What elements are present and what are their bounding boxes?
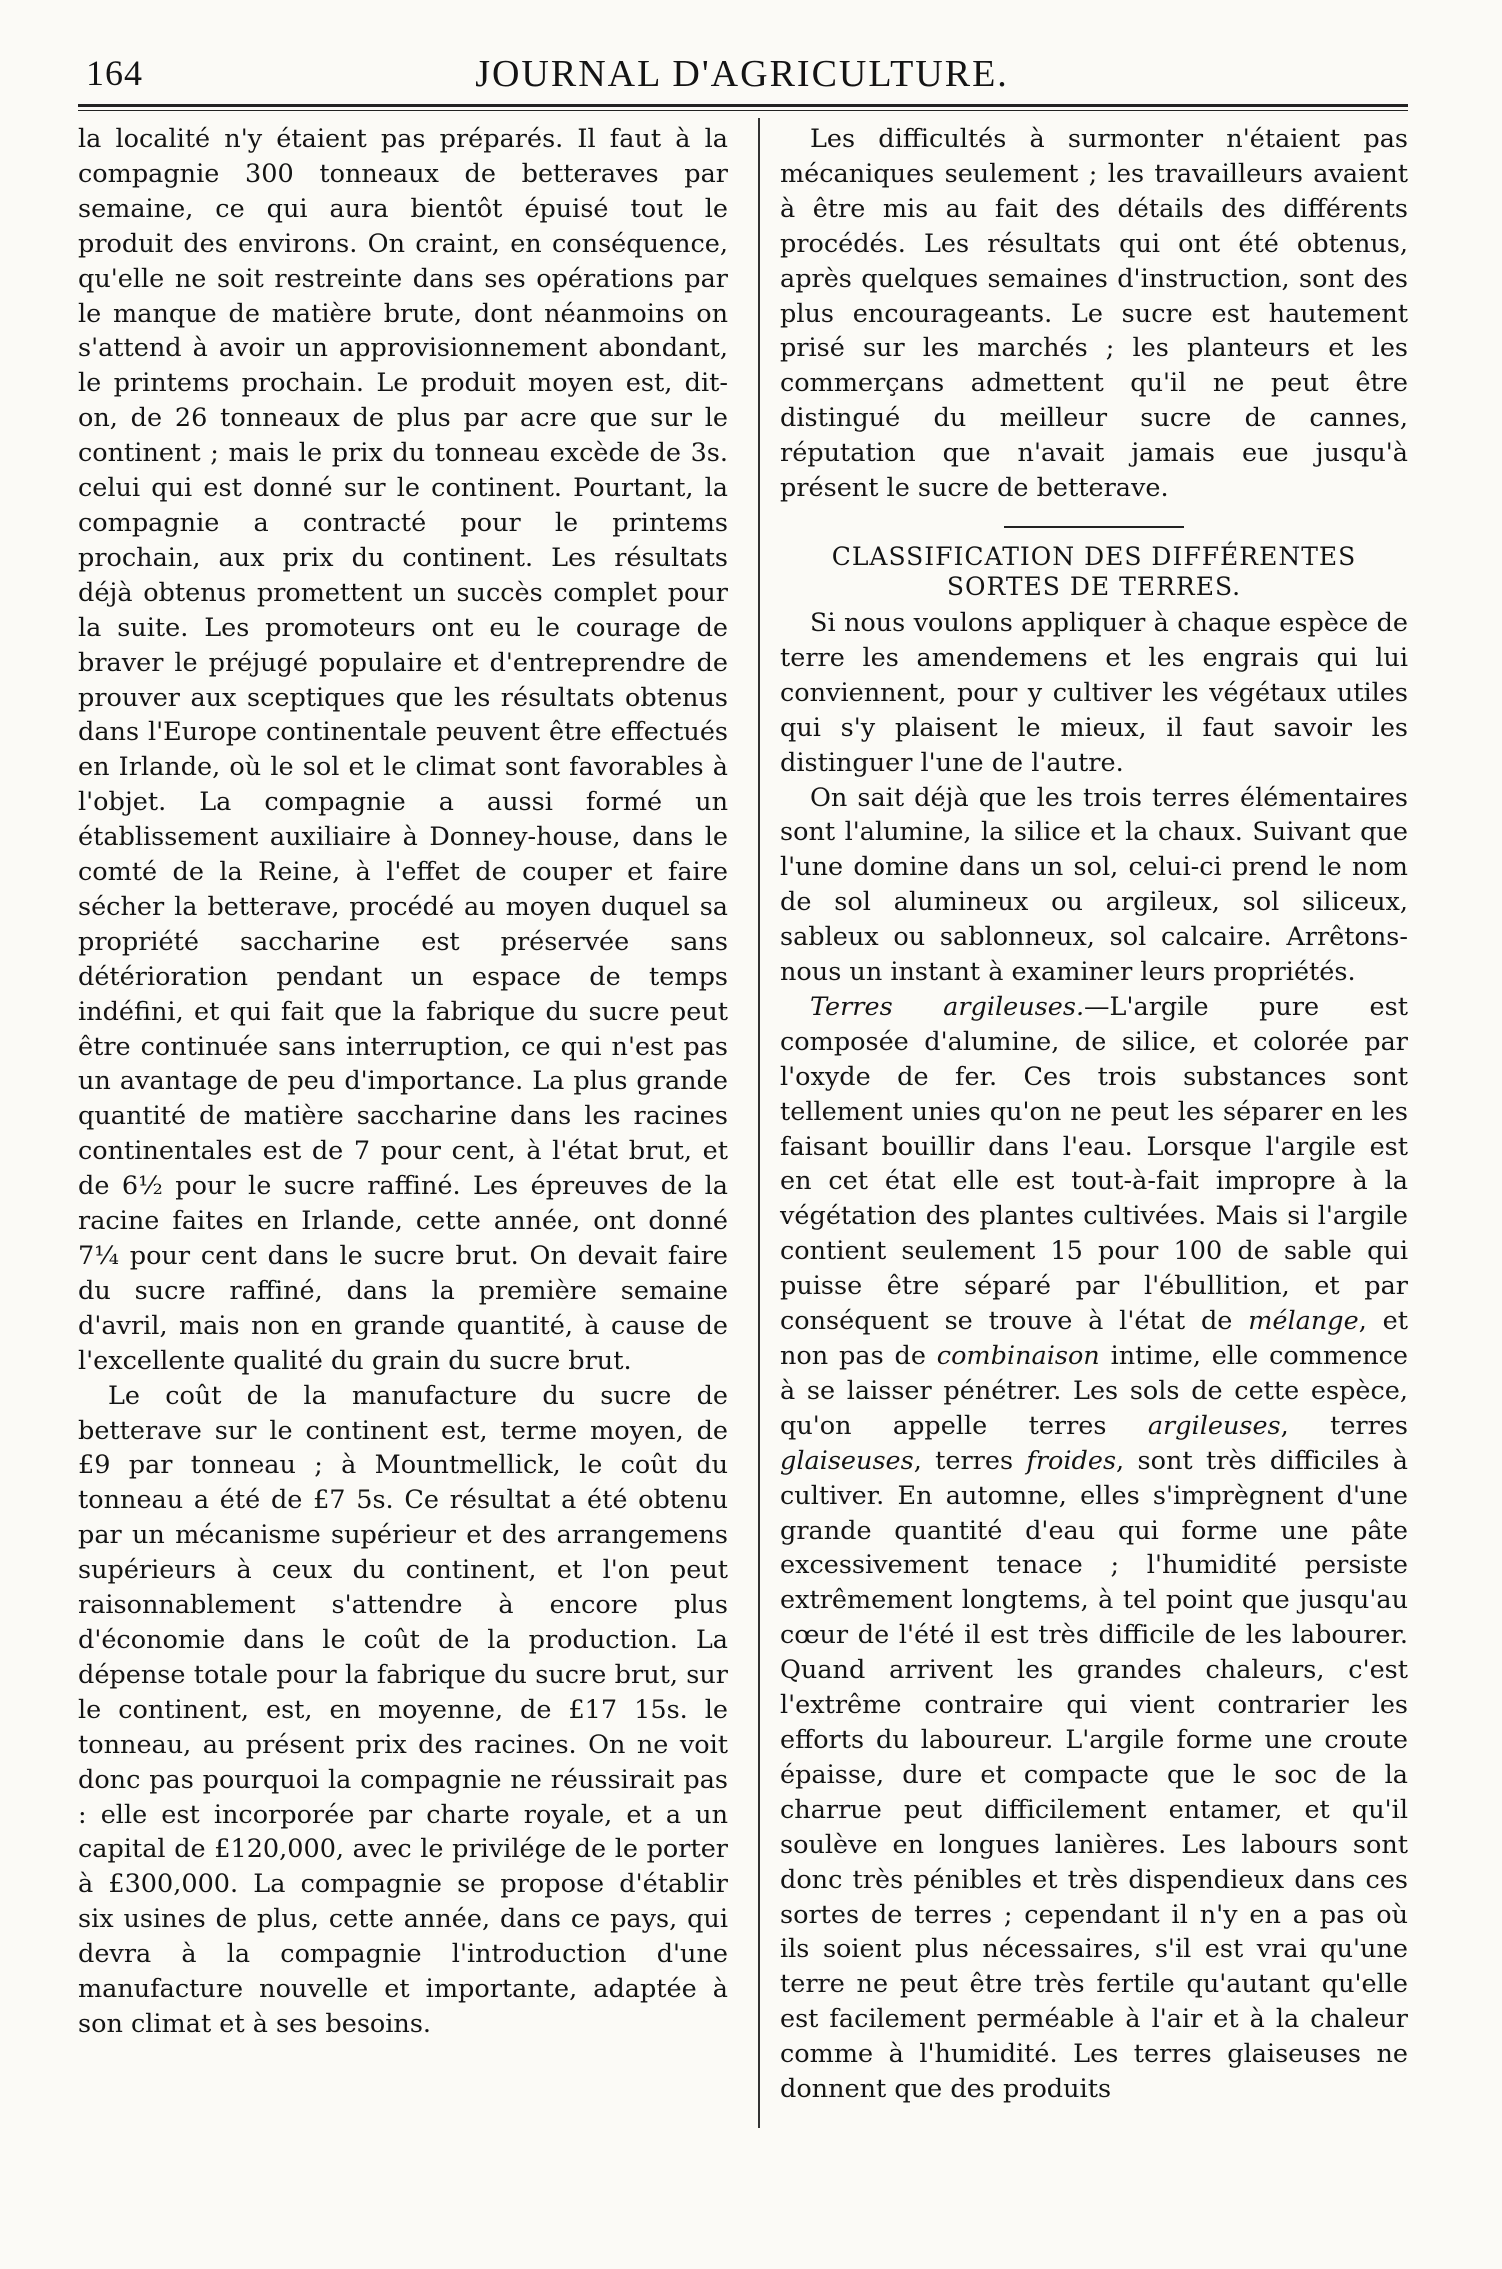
section-title <box>780 542 1408 602</box>
paragraph-text: , terres <box>913 1445 1027 1476</box>
left-column <box>78 122 728 2042</box>
paragraph <box>780 990 1408 2107</box>
page-header <box>78 44 1406 104</box>
section-separator <box>1004 526 1184 528</box>
paragraph: la localité n'y étaient pas préparés. Il faut à la compagnie 300 tonneaux de betteraves par semaine, ce qui aura bientôt épuisé tout le produit des environs. On craint, en conséquence, qu'elle ne soit restreinte dans ses opérations par le manque de matière brute, dont néanmoins on s'attend à avoir un approvisionnement abondant, le printems prochain. Le produit moyen est, dit-on, de 26 tonneaux de plus par acre que sur le continent ; mais le prix du tonneau excède de 3s. celui qui est donné sur le continent. Pourtant, la compagnie a contracté pour le printems prochain, aux prix du continent. Les résultats déjà obtenus promettent un succès complet pour la suite. Les promoteurs ont eu le courage de braver le préjugé populaire et d'entreprendre de prouver aux sceptiques que les résultats obtenus dans l'Europe continentale peuvent être effectués en Irlande, où le sol et le climat sont favorables à l'objet. La compagnie a aussi formé un établissement auxiliaire à Donney-house, dans le comté de la Reine, à l'effet de couper et faire sécher la betterave, procédé au moyen duquel sa propriété saccharine est préservée sans détérioration pendant un espace de temps indéfini, et qui fait que la fabrique du sucre peut être continuée sans interruption, ce qui n'est pas un avantage de peu d'importance. La plus grande quantité de matière saccharine dans les racines continentales est de 7 pour cent, à l'état brut, et de 6½ pour le sucre raffiné. Les épreuves de la racine faites en Irlande, cette année, ont donné 7¼ pour cent dans le sucre brut. On devait faire du sucre raffiné, dans la première semaine d'avril, mais non en grande quantité, à cause de l'excellente qualité du grain du sucre brut. <box>78 124 728 1376</box>
section-title-line: SORTES DE TERRES. <box>946 571 1242 601</box>
running-title: JOURNAL D'AGRICULTURE. <box>475 53 1009 95</box>
paragraph-text: , terres <box>1280 1410 1408 1441</box>
paragraph-text: —L'argile pure est composée d'alumine, de silice, et colorée par l'oxyde de fer. Ces trois substances sont tellement unies qu'on ne peut les séparer en les faisant bouillir dans l'eau. Lorsque l'argile est en cet état elle est tout-à-fait impropre à la végétation des plantes cultivées. Mais si l'argile contient seulement 15 pour 100 de sable qui puisse être séparé par l'ébullition, et par conséquent se trouve à l'état de <box>780 991 1408 1337</box>
italic-term: mélange <box>1248 1306 1359 1337</box>
paragraph-text: intime, elle commence à se laisser pénétrer. Les sols de cette espèce, qu'on appelle terres <box>780 1341 1408 1441</box>
italic-term: argileuses <box>1147 1410 1281 1441</box>
subsection-heading: Terres argileuses. <box>810 991 1085 1022</box>
paragraph-text: , sont très difficiles à cultiver. En automne, elles s'imprègnent d'une grande quantité d'eau qui forme une pâte excessivement tenace ; l'humidité persiste extrêmement longtems, à tel point que jusqu'au cœur de l'été il est très difficile de les labourer. Quand arrivent les grandes chaleurs, c'est l'extrême contraire qui vient contrarier les efforts du laboureur. L'argile forme une croute épaisse, dure et compacte que le soc de la charrue peut difficilement entamer, et qu'il soulève en longues lanières. Les labours sont donc très pénibles et très dispendieux dans ces sortes de terres ; cependant il n'y en a pas où ils soient plus nécessaires, s'il est vrai qu'une terre ne peut être très fertile qu'autant qu'elle est facilement perméable à l'air et à la chaleur comme à l'humidité. Les terres glaiseuses ne donnent que des produits <box>780 1445 1408 2105</box>
paragraph: Le coût de la manufacture du sucre de betterave sur le continent est, terme moyen, de £9 par tonneau ; à Mountmellick, le coût du tonneau a été de £7 5s. Ce résultat a été obtenu par un mécanisme supérieur et des arrangemens supérieurs à ceux du continent, et l'on peut raisonnablement s'attendre à encore plus d'économie dans le coût de la production. La dépense totale pour la fabrique du sucre brut, sur le continent, est, en moyenne, de £17 15s. le tonneau, au présent prix des racines. On ne voit donc pas pourquoi la compagnie ne réussirait pas : elle est incorporée par charte royale, et a un capital de £120,000, avec le privilége de le porter à £300,000. La compagnie se propose d'établir six usines de plus, cette année, dans ce pays, qui devra à la compagnie l'introduction d'une manufacture nouvelle et importante, adaptée à son climat et à ses besoins. <box>78 1380 728 2039</box>
paragraph: Si nous voulons appliquer à chaque espèce de terre les amendemens et les engrais qui lui conviennent, pour y cultiver les végétaux utiles qui s'y plaisent le mieux, il faut savoir les distinguer l'une de l'autre. <box>780 607 1408 778</box>
italic-term: combinaison <box>936 1341 1100 1371</box>
page-number: 164 <box>86 53 143 93</box>
paragraph-text: , et non pas de <box>780 1306 1408 1371</box>
italic-term: glaiseuses <box>780 1445 914 1476</box>
paragraph: Les difficultés à surmonter n'étaient pas mécaniques seulement ; les travailleurs avaient à être mis au fait des détails des différents procédés. Les résultats qui ont été obtenus, après quelques semaines d'instruction, sont des plus encourageants. Le sucre est hautement prisé sur les marchés ; les planteurs et les commerçans admettent qu'il ne peut être distingué du meilleur sucre de cannes, réputation que n'avait jamais eue jusqu'à présent le sucre de betterave. <box>780 124 1408 504</box>
section-title-line: CLASSIFICATION DES DIFFÉRENTES <box>831 541 1357 571</box>
column-divider <box>758 118 760 2128</box>
paragraph: On sait déjà que les trois terres élémentaires sont l'alumine, la silice et la chaux. Suivant que l'une domine dans un sol, celui-ci prend le nom de sol alumineux ou argileux, sol siliceux, sableux ou sablonneux, sol calcaire. Arrêtons-nous un instant à examiner leurs propriétés. <box>780 782 1408 988</box>
header-rule <box>78 104 1408 111</box>
italic-term: froides <box>1026 1445 1117 1476</box>
right-column <box>780 122 1408 2107</box>
